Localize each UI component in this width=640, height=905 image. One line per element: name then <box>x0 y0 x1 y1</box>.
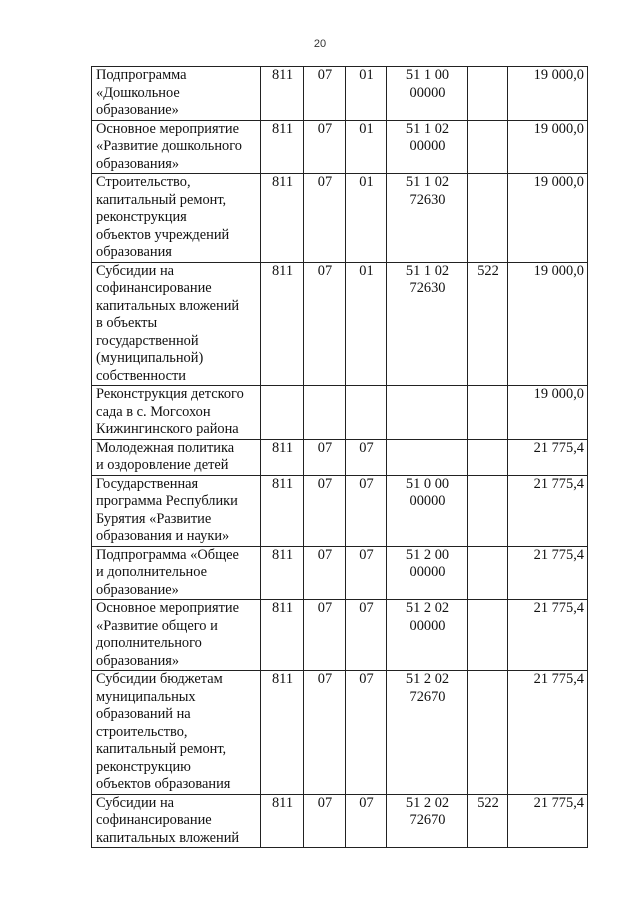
item-name-line: Молодежная политика <box>96 439 235 456</box>
subsection-code-cell: 01 <box>346 174 387 263</box>
item-name-line: сада в с. Могсохон <box>96 403 211 420</box>
item-name-line: образования» <box>96 652 180 669</box>
item-name-line: строительство, <box>96 723 188 740</box>
section-code-cell <box>304 386 346 440</box>
target-article-line: 00000 <box>409 617 446 634</box>
item-name-line: государственной <box>96 332 199 349</box>
target-article-cell <box>387 794 468 848</box>
item-name-line: Подпрограмма <box>96 67 187 83</box>
ministry-code-cell: 811 <box>261 546 304 600</box>
section-code-cell: 07 <box>304 67 346 121</box>
item-name-cell <box>92 174 261 263</box>
target-article-line: 72630 <box>409 191 446 208</box>
item-name-line: Кижингинского района <box>96 421 239 437</box>
table-row <box>92 262 588 386</box>
item-name-line: Субсидии на <box>96 262 175 279</box>
item-name-line: софинансирование <box>96 280 212 296</box>
target-article-line: 00000 <box>409 493 446 509</box>
table-row <box>92 475 588 546</box>
item-name-line: образования <box>96 244 172 260</box>
subsection-code-cell: 07 <box>346 475 387 546</box>
target-article-line: 51 1 00 <box>405 67 450 83</box>
target-article-cell <box>387 262 468 386</box>
item-name-line: Подпрограмма «Общее <box>96 546 239 563</box>
subsection-code-cell: 01 <box>346 120 387 174</box>
item-name-line: объектов образования <box>96 776 231 792</box>
target-article-line: 72670 <box>409 688 446 705</box>
section-code-cell: 07 <box>304 120 346 174</box>
expense-type-cell <box>468 174 508 263</box>
target-article-cell <box>387 475 468 546</box>
section-code-cell: 07 <box>304 262 346 386</box>
target-article-cell <box>387 600 468 671</box>
ministry-code-cell: 811 <box>261 794 304 848</box>
item-name-line: Основное мероприятие <box>96 600 240 616</box>
item-name-line: муниципальных <box>96 688 196 705</box>
table-body <box>92 67 588 848</box>
target-article-line: 72630 <box>409 280 446 296</box>
target-article-cell <box>387 174 468 263</box>
amount-cell: 21 775,4 <box>508 546 588 600</box>
amount-cell: 21 775,4 <box>508 794 588 848</box>
item-name-line: капитальный ремонт, <box>96 191 227 208</box>
ministry-code-cell: 811 <box>261 600 304 671</box>
item-name-line: «Дошкольное <box>96 84 180 101</box>
section-code-cell: 07 <box>304 546 346 600</box>
table-row <box>92 439 588 475</box>
expense-type-cell <box>468 671 508 795</box>
ministry-code-cell: 811 <box>261 67 304 121</box>
target-article-cell <box>387 439 468 475</box>
item-name-cell <box>92 67 261 121</box>
target-article-line: 00000 <box>409 138 446 154</box>
target-article-line: 51 2 02 <box>405 671 450 687</box>
budget-table <box>91 66 588 848</box>
expense-type-cell <box>468 600 508 671</box>
target-article-line: 51 1 02 <box>405 262 450 279</box>
subsection-code-cell <box>346 386 387 440</box>
ministry-code-cell: 811 <box>261 174 304 263</box>
item-name-line: в объекты <box>96 315 158 331</box>
amount-cell: 19 000,0 <box>508 67 588 121</box>
amount-cell: 19 000,0 <box>508 262 588 386</box>
item-name-cell <box>92 262 261 386</box>
subsection-code-cell: 01 <box>346 67 387 121</box>
expense-type-cell <box>468 67 508 121</box>
amount-cell: 21 775,4 <box>508 671 588 795</box>
item-name-cell <box>92 546 261 600</box>
subsection-code-cell: 07 <box>346 794 387 848</box>
item-name-line: образование» <box>96 102 179 118</box>
item-name-line: реконструкцию <box>96 758 191 775</box>
amount-cell: 21 775,4 <box>508 439 588 475</box>
target-article-line: 51 1 02 <box>405 120 450 137</box>
table-row <box>92 600 588 671</box>
item-name-line: Реконструкция детского <box>96 386 244 402</box>
expense-type-cell: 522 <box>468 262 508 386</box>
section-code-cell: 07 <box>304 671 346 795</box>
amount-cell: 19 000,0 <box>508 120 588 174</box>
table-row <box>92 794 588 848</box>
target-article-line: 51 0 00 <box>405 475 450 492</box>
expense-type-cell <box>468 475 508 546</box>
table-row <box>92 174 588 263</box>
subsection-code-cell: 01 <box>346 262 387 386</box>
target-article-cell <box>387 386 468 440</box>
target-article-line: 51 1 02 <box>405 174 450 190</box>
target-article-cell <box>387 546 468 600</box>
item-name-cell <box>92 439 261 475</box>
table-row <box>92 120 588 174</box>
target-article-cell <box>387 120 468 174</box>
expense-type-cell <box>468 546 508 600</box>
expense-type-cell <box>468 439 508 475</box>
item-name-line: капитальных вложений <box>96 297 240 314</box>
amount-cell: 21 775,4 <box>508 600 588 671</box>
section-code-cell: 07 <box>304 794 346 848</box>
item-name-line: программа Республики <box>96 493 238 509</box>
item-name-cell <box>92 386 261 440</box>
item-name-line: и оздоровление детей <box>96 457 229 473</box>
table-row <box>92 546 588 600</box>
subsection-code-cell: 07 <box>346 600 387 671</box>
item-name-line: образование» <box>96 581 179 598</box>
target-article-line: 51 2 02 <box>405 794 450 811</box>
table-row <box>92 67 588 121</box>
item-name-cell <box>92 600 261 671</box>
item-name-line: Субсидии на <box>96 794 175 811</box>
ministry-code-cell: 811 <box>261 671 304 795</box>
item-name-line: образования и науки» <box>96 528 230 544</box>
amount-cell: 21 775,4 <box>508 475 588 546</box>
item-name-line: Основное мероприятие <box>96 120 240 137</box>
item-name-line: софинансирование <box>96 812 212 828</box>
section-code-cell: 07 <box>304 600 346 671</box>
item-name-line: образования» <box>96 155 180 172</box>
item-name-line: Бурятия «Развитие <box>96 510 212 527</box>
item-name-line: дополнительного <box>96 635 202 651</box>
subsection-code-cell: 07 <box>346 546 387 600</box>
item-name-line: собственности <box>96 367 187 384</box>
section-code-cell: 07 <box>304 439 346 475</box>
ministry-code-cell: 811 <box>261 262 304 386</box>
item-name-line: (муниципальной) <box>96 350 204 366</box>
target-article-line: 00000 <box>409 564 446 580</box>
item-name-cell <box>92 794 261 848</box>
item-name-line: Строительство, <box>96 174 191 190</box>
item-name-line: капитальный ремонт, <box>96 741 227 757</box>
expense-type-cell: 522 <box>468 794 508 848</box>
target-article-cell <box>387 67 468 121</box>
target-article-cell <box>387 671 468 795</box>
table-row <box>92 671 588 795</box>
target-article-line: 72670 <box>409 812 446 828</box>
item-name-line: Субсидии бюджетам <box>96 671 223 687</box>
amount-cell: 19 000,0 <box>508 174 588 263</box>
target-article-line: 51 2 00 <box>405 546 450 563</box>
section-code-cell: 07 <box>304 475 346 546</box>
item-name-line: «Развитие дошкольного <box>96 138 242 154</box>
item-name-cell <box>92 671 261 795</box>
item-name-line: объектов учреждений <box>96 226 230 243</box>
amount-cell: 19 000,0 <box>508 386 588 440</box>
item-name-line: образований на <box>96 706 191 722</box>
item-name-line: реконструкция <box>96 209 187 225</box>
table-row <box>92 386 588 440</box>
item-name-line: капитальных вложений <box>96 829 240 846</box>
expense-type-cell <box>468 386 508 440</box>
section-code-cell: 07 <box>304 174 346 263</box>
subsection-code-cell: 07 <box>346 439 387 475</box>
target-article-line: 00000 <box>409 84 446 101</box>
expense-type-cell <box>468 120 508 174</box>
target-article-line: 51 2 02 <box>405 600 450 616</box>
item-name-line: и дополнительное <box>96 564 207 580</box>
item-name-line: «Развитие общего и <box>96 617 218 634</box>
item-name-line: Государственная <box>96 475 199 492</box>
ministry-code-cell: 811 <box>261 120 304 174</box>
ministry-code-cell: 811 <box>261 439 304 475</box>
item-name-cell <box>92 475 261 546</box>
page-number: 20 <box>313 38 327 50</box>
subsection-code-cell: 07 <box>346 671 387 795</box>
ministry-code-cell: 811 <box>261 475 304 546</box>
ministry-code-cell <box>261 386 304 440</box>
item-name-cell <box>92 120 261 174</box>
